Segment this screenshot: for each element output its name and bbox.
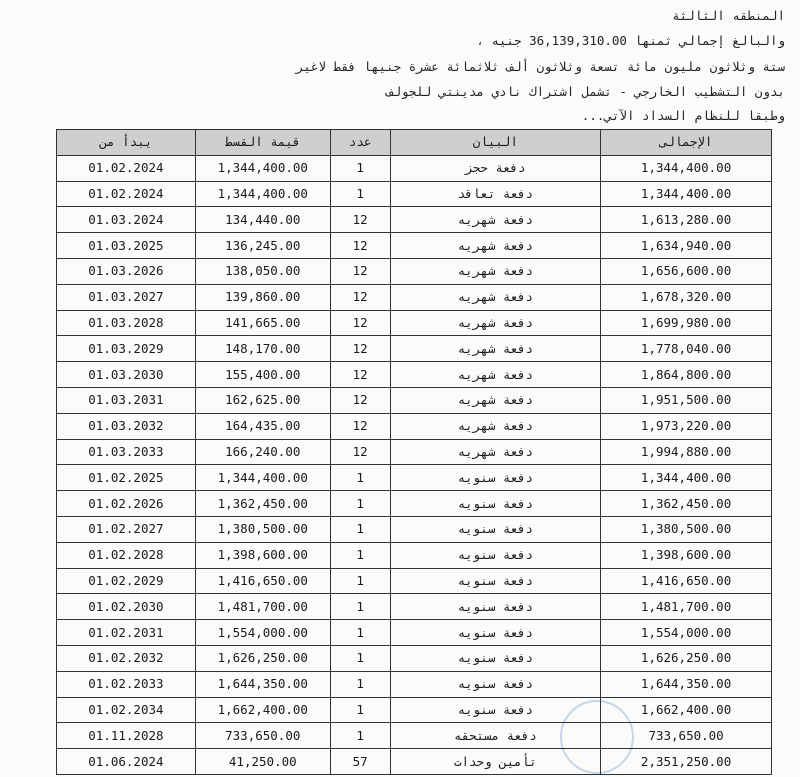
description-cell: دفعة مستحقه [390,723,601,749]
start-cell: 01.02.2026 [57,491,196,517]
table-row [57,465,772,491]
description-cell: دفعة شهريه [390,336,601,362]
payment-schedule-table [56,129,772,775]
start-cell: 01.03.2030 [57,362,196,388]
table-row [57,620,772,646]
total-cell: 1,344,400.00 [601,465,772,491]
installment-cell: 1,554,000.00 [195,620,330,646]
description-cell: دفعة سنويه [390,594,601,620]
start-cell: 01.02.2033 [57,671,196,697]
count-cell: 1 [330,516,390,542]
installment-cell: 733,650.00 [195,723,330,749]
table-row [57,749,772,775]
total-cell: 1,951,500.00 [601,387,772,413]
count-cell: 12 [330,207,390,233]
start-cell: 01.03.2027 [57,284,196,310]
start-cell: 01.02.2024 [57,181,196,207]
total-cell: 1,613,280.00 [601,207,772,233]
start-cell: 01.03.2024 [57,207,196,233]
header-count: عدد [330,130,390,156]
table-row [57,258,772,284]
start-cell: 01.02.2032 [57,645,196,671]
installment-cell: 1,344,400.00 [195,181,330,207]
table-row [57,362,772,388]
description-cell: دفعة سنويه [390,568,601,594]
count-cell: 1 [330,697,390,723]
start-cell: 01.03.2029 [57,336,196,362]
total-cell: 1,398,600.00 [601,542,772,568]
count-cell: 1 [330,491,390,517]
installment-cell: 148,170.00 [195,336,330,362]
table-row [57,284,772,310]
description-cell: دفعة تعاقد [390,181,601,207]
table-row [57,491,772,517]
count-cell: 1 [330,620,390,646]
start-cell: 01.03.2033 [57,439,196,465]
installment-cell: 1,362,450.00 [195,491,330,517]
description-cell: دفعة سنويه [390,697,601,723]
start-cell: 01.03.2025 [57,233,196,259]
start-cell: 01.06.2024 [57,749,196,775]
installment-cell: 1,344,400.00 [195,155,330,181]
header-description: البيان [390,130,601,156]
finishing-line: بدون التشطيب الخارجي - تشمل اشتراك نادي مدينتي للجولف [386,84,785,99]
total-cell: 733,650.00 [601,723,772,749]
total-cell: 1,973,220.00 [601,413,772,439]
total-cell: 1,416,650.00 [601,568,772,594]
table-row [57,671,772,697]
installment-cell: 139,860.00 [195,284,330,310]
description-cell: دفعة شهريه [390,362,601,388]
description-cell: دفعة شهريه [390,310,601,336]
price-in-words-line: ستة وثلاثون مليون مائة تسعة وثلاثون ألف ثلاثمائة عشرة جنيها فقط لاغير [295,59,785,74]
total-cell: 1,344,400.00 [601,155,772,181]
total-cell: 1,699,980.00 [601,310,772,336]
total-cell: 1,380,500.00 [601,516,772,542]
table-row [57,336,772,362]
description-cell: دفعة سنويه [390,671,601,697]
start-cell: 01.02.2029 [57,568,196,594]
count-cell: 1 [330,465,390,491]
installment-cell: 1,398,600.00 [195,542,330,568]
count-cell: 12 [330,258,390,284]
installment-cell: 138,050.00 [195,258,330,284]
header-installment: قيمة القسط [195,130,330,156]
table-row [57,387,772,413]
count-cell: 12 [330,387,390,413]
installment-cell: 136,245.00 [195,233,330,259]
table-row [57,439,772,465]
start-cell: 01.02.2028 [57,542,196,568]
header-start: يبدأ من [57,130,196,156]
table-row [57,645,772,671]
count-cell: 1 [330,671,390,697]
count-cell: 12 [330,362,390,388]
count-cell: 1 [330,723,390,749]
installment-cell: 155,400.00 [195,362,330,388]
count-cell: 12 [330,284,390,310]
count-cell: 12 [330,413,390,439]
start-cell: 01.02.2034 [57,697,196,723]
table-row [57,413,772,439]
installment-cell: 162,625.00 [195,387,330,413]
total-cell: 1,678,320.00 [601,284,772,310]
table-row [57,155,772,181]
description-cell: دفعة شهريه [390,439,601,465]
description-cell: دفعة سنويه [390,516,601,542]
table-row [57,542,772,568]
start-cell: 01.03.2028 [57,310,196,336]
installment-cell: 41,250.00 [195,749,330,775]
total-cell: 1,994,880.00 [601,439,772,465]
description-cell: دفعة شهريه [390,258,601,284]
start-cell: 01.11.2028 [57,723,196,749]
installment-cell: 141,665.00 [195,310,330,336]
total-cell: 1,778,040.00 [601,336,772,362]
total-cell: 1,634,940.00 [601,233,772,259]
table-row [57,181,772,207]
zone-line: المنطقه الثالثة [672,8,785,23]
start-cell: 01.03.2031 [57,387,196,413]
description-cell: دفعة شهريه [390,387,601,413]
total-cell: 1,662,400.00 [601,697,772,723]
count-cell: 1 [330,568,390,594]
total-cell: 1,481,700.00 [601,594,772,620]
count-cell: 57 [330,749,390,775]
total-cell: 2,351,250.00 [601,749,772,775]
start-cell: 01.02.2027 [57,516,196,542]
description-cell: دفعة شهريه [390,413,601,439]
total-cell: 1,656,600.00 [601,258,772,284]
count-cell: 1 [330,155,390,181]
table-row [57,516,772,542]
installment-cell: 166,240.00 [195,439,330,465]
count-cell: 12 [330,336,390,362]
table-header [57,130,772,156]
description-cell: دفعة سنويه [390,465,601,491]
description-cell: دفعة سنويه [390,645,601,671]
installment-cell: 1,344,400.00 [195,465,330,491]
description-cell: دفعة شهريه [390,233,601,259]
description-cell: دفعة سنويه [390,491,601,517]
total-cell: 1,554,000.00 [601,620,772,646]
start-cell: 01.02.2025 [57,465,196,491]
table-row [57,568,772,594]
count-cell: 1 [330,645,390,671]
total-cell: 1,362,450.00 [601,491,772,517]
total-cell: 1,344,400.00 [601,181,772,207]
table-row [57,233,772,259]
table-row [57,310,772,336]
table-row [57,207,772,233]
table-row [57,697,772,723]
count-cell: 1 [330,542,390,568]
total-cell: 1,644,350.00 [601,671,772,697]
start-cell: 01.03.2032 [57,413,196,439]
count-cell: 1 [330,181,390,207]
count-cell: 12 [330,233,390,259]
description-cell: دفعة سنويه [390,620,601,646]
start-cell: 01.02.2031 [57,620,196,646]
count-cell: 12 [330,439,390,465]
description-cell: دفعة شهريه [390,207,601,233]
installment-cell: 164,435.00 [195,413,330,439]
total-cell: 1,626,250.00 [601,645,772,671]
installment-cell: 134,440.00 [195,207,330,233]
installment-cell: 1,644,350.00 [195,671,330,697]
installment-cell: 1,481,700.00 [195,594,330,620]
count-cell: 1 [330,594,390,620]
header-total: الإجمالى [601,130,772,156]
installment-cell: 1,662,400.00 [195,697,330,723]
installment-cell: 1,380,500.00 [195,516,330,542]
count-cell: 12 [330,310,390,336]
description-cell: دفعة شهريه [390,284,601,310]
start-cell: 01.02.2024 [57,155,196,181]
description-cell: دفعة حجز [390,155,601,181]
installment-cell: 1,626,250.00 [195,645,330,671]
description-cell: تأمين وحدات [390,749,601,775]
schedule-intro-line: وطبقا للنظام السداد الآتي... [581,108,785,123]
installment-cell: 1,416,650.00 [195,568,330,594]
start-cell: 01.02.2030 [57,594,196,620]
table-row [57,723,772,749]
start-cell: 01.03.2026 [57,258,196,284]
description-cell: دفعة سنويه [390,542,601,568]
total-cell: 1,864,800.00 [601,362,772,388]
total-price-line: والبالغ إجمالي ثمنها 36,139,310.00 جنيه ، [476,33,785,48]
table-row [57,594,772,620]
